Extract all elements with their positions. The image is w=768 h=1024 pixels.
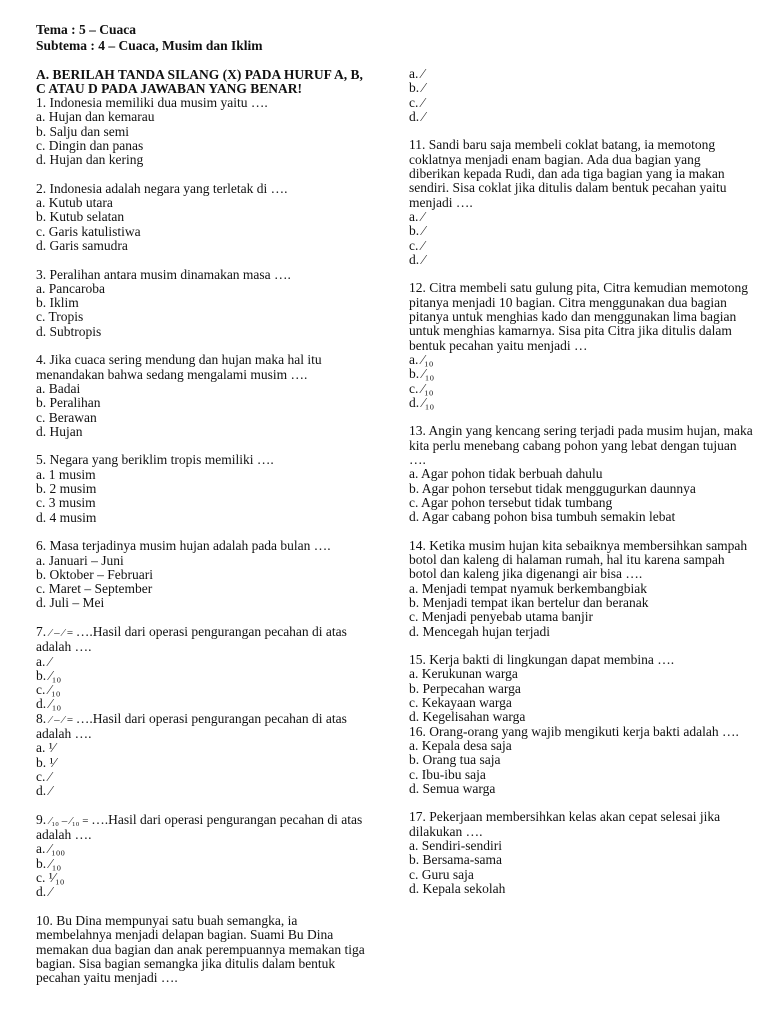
option-c[interactable]: c. Dingin dan panas bbox=[36, 137, 144, 153]
option-a[interactable]: a. Pancaroba bbox=[36, 280, 105, 296]
option-a[interactable]: a. 1 musim bbox=[36, 466, 96, 482]
option-a[interactable]: a. ⁄₁₀ bbox=[409, 351, 434, 367]
option-d[interactable]: d. Kegelisahan warga bbox=[409, 709, 526, 725]
option-c[interactable]: c. 3 musim bbox=[36, 495, 96, 511]
option-c[interactable]: c. Tropis bbox=[36, 309, 84, 325]
option-b[interactable]: b. 2 musim bbox=[36, 481, 97, 497]
option-b[interactable]: b. Peralihan bbox=[36, 395, 101, 411]
option-c[interactable]: c. Agar pohon tersebut tidak tumbang bbox=[409, 494, 613, 510]
question-stem: 6. Masa terjadinya musim hujan adalah pada bulan …. bbox=[36, 538, 331, 554]
option-a[interactable]: a. Januari – Juni bbox=[36, 552, 124, 568]
question-stem: 17. Pekerjaan membersihkan kelas akan cepat selesai jika dilakukan …. bbox=[409, 809, 721, 839]
option-b[interactable]: b. ⁄₁₀ bbox=[36, 667, 62, 683]
question-7 bbox=[36, 625, 371, 712]
option-c[interactable]: c. ⁄ bbox=[36, 768, 51, 784]
option-d[interactable]: d. Agar cabang pohon bisa tumbuh semakin lebat bbox=[409, 509, 676, 525]
tema-line: Tema : 5 – Cuaca bbox=[36, 22, 136, 37]
question-stem: 15. Kerja bakti di lingkungan dapat membina …. bbox=[409, 652, 675, 668]
option-a[interactable]: a. ⁄₁₀₀ bbox=[36, 841, 66, 857]
option-c[interactable]: c. ⁄ bbox=[409, 94, 424, 110]
fraction-expression: ⁄ – ⁄ = bbox=[49, 713, 76, 726]
option-b[interactable]: b. Perpecahan warga bbox=[409, 680, 521, 696]
option-c[interactable]: c. Garis katulistiwa bbox=[36, 223, 141, 239]
option-a[interactable]: a. Kepala desa saja bbox=[409, 737, 512, 753]
option-a[interactable]: a. Menjadi tempat nyamuk berkembangbiak bbox=[409, 580, 648, 596]
question-stem bbox=[36, 712, 371, 742]
option-a[interactable]: a. ⁄ bbox=[409, 66, 424, 81]
option-d[interactable]: d. ⁄ bbox=[36, 884, 52, 900]
option-d[interactable]: d. Mencegah hujan terjadi bbox=[409, 623, 550, 639]
question-stem bbox=[36, 813, 371, 843]
question-10-stem bbox=[36, 914, 371, 985]
question-stem: 1. Indonesia memiliki dua musim yaitu …. bbox=[36, 95, 268, 110]
question-15 bbox=[409, 653, 754, 724]
option-c[interactable]: c. Berawan bbox=[36, 409, 97, 425]
question-stem: 10. Bu Dina mempunyai satu buah semangka, ia membelahnya menjadi delapan bagian. Suami Bu Dina memakan dua bagian dan anak perempuannya memakan tiga bagian. Sisa bagian semangka jika ditulis dalam bentuk pecahan yaitu menjadi …. bbox=[36, 912, 365, 986]
option-b[interactable]: b. Agar pohon tersebut tidak menggugurkan daunnya bbox=[409, 480, 696, 496]
left-column bbox=[36, 68, 371, 985]
option-d[interactable]: d. 4 musim bbox=[36, 509, 97, 525]
option-b[interactable]: b. ⁄₁₀ bbox=[409, 366, 435, 382]
question-11 bbox=[409, 138, 754, 267]
question-stem: 3. Peralihan antara musim dinamakan masa …. bbox=[36, 266, 291, 282]
fraction-expression: ⁄ – ⁄ = bbox=[49, 626, 76, 639]
question-9 bbox=[36, 813, 371, 900]
option-d[interactable]: d. ⁄₁₀ bbox=[409, 394, 435, 410]
question-2 bbox=[36, 182, 371, 253]
question-stem: 12. Citra membeli satu gulung pita, Citra kemudian memotong pitanya menjadi 10 bagian. Citra menggunakan dua bagian pitanya untuk menghias kado dan menggunakan lima bagian untuk menghias kamarnya. Sisa pita Citra jika ditulis dalam bentuk pecahan yaitu menjadi … bbox=[409, 280, 748, 353]
question-stem bbox=[36, 625, 371, 655]
question-stem: 16. Orang-orang yang wajib mengikuti kerja bakti adalah …. bbox=[409, 723, 739, 739]
fraction-expression: ⁄₁₀ – ⁄₁₀ = bbox=[49, 814, 92, 827]
question-text: ….Hasil dari operasi pengurangan pecahan di atas adalah …. bbox=[36, 710, 347, 742]
question-13 bbox=[409, 424, 754, 524]
option-b[interactable]: b. Iklim bbox=[36, 295, 79, 311]
option-b[interactable]: b. Bersama-sama bbox=[409, 852, 502, 868]
option-a[interactable]: a. Agar pohon tidak berbuah dahulu bbox=[409, 466, 603, 482]
subtema-line: Subtema : 4 – Cuaca, Musim dan Iklim bbox=[36, 38, 263, 53]
option-c[interactable]: c. Kekayaan warga bbox=[409, 695, 512, 711]
question-text: ….Hasil dari operasi pengurangan pecahan di atas adalah …. bbox=[36, 623, 347, 655]
question-stem: 11. Sandi baru saja membeli coklat batang, ia memotong coklatnya menjadi enam bagian. Ada dua bagian yang diberikan kepada Rudi, dan ada tiga bagian yang ia makan sendiri. Sisa coklat jika ditulis dalam bentuk pecahan yaitu menjadi …. bbox=[409, 137, 727, 210]
option-c[interactable]: c. Maret – September bbox=[36, 581, 153, 597]
question-12 bbox=[409, 281, 754, 410]
option-d[interactable]: d. Subtropis bbox=[36, 323, 102, 339]
option-d[interactable]: d. ⁄₁₀ bbox=[36, 696, 62, 712]
option-a[interactable]: a. ¹⁄ bbox=[36, 740, 56, 756]
question-stem: 14. Ketika musim hujan kita sebaiknya membersihkan sampah botol dan kaleng di halaman rumah, hal itu karena sampah botol dan kaleng jika digenangi air bisa …. bbox=[409, 537, 748, 582]
option-b[interactable]: b. ¹⁄ bbox=[36, 754, 56, 770]
worksheet-header bbox=[36, 22, 263, 54]
option-b[interactable]: b. Oktober – Februari bbox=[36, 566, 153, 582]
option-b[interactable]: b. Kutub selatan bbox=[36, 209, 125, 225]
instruction-heading: A. BERILAH TANDA SILANG (X) PADA HURUF A, B, C ATAU D PADA JAWABAN YANG BENAR! bbox=[36, 67, 363, 96]
option-a[interactable]: a. Kutub utara bbox=[36, 195, 113, 211]
question-4 bbox=[36, 353, 371, 439]
option-d[interactable]: d. Garis samudra bbox=[36, 237, 128, 253]
option-c[interactable]: c. ¹⁄₁₀ bbox=[36, 870, 65, 886]
option-b[interactable]: b. Orang tua saja bbox=[409, 752, 501, 768]
question-17 bbox=[409, 810, 754, 896]
option-d[interactable]: d. ⁄ bbox=[409, 108, 425, 124]
question-10-options bbox=[409, 67, 754, 124]
question-14 bbox=[409, 539, 754, 639]
right-column bbox=[409, 67, 754, 911]
option-a[interactable]: a. Kerukunan warga bbox=[409, 666, 518, 682]
option-c[interactable]: c. ⁄₁₀ bbox=[36, 682, 61, 698]
question-number: 8. bbox=[36, 710, 50, 726]
question-stem: 2. Indonesia adalah negara yang terletak di …. bbox=[36, 180, 288, 196]
option-a[interactable]: a. Hujan dan kemarau bbox=[36, 109, 155, 125]
option-d[interactable]: d. Juli – Mei bbox=[36, 595, 105, 611]
option-d[interactable]: d. ⁄ bbox=[36, 783, 52, 799]
option-a[interactable]: a. Badai bbox=[36, 380, 81, 396]
option-a[interactable]: a. Sendiri-sendiri bbox=[409, 838, 502, 854]
question-6 bbox=[36, 539, 371, 610]
question-stem: 13. Angin yang kencang sering terjadi pada musim hujan, maka kita perlu menebang cabang pohon yang lebat dengan tujuan …. bbox=[409, 423, 753, 468]
option-d[interactable]: d. Hujan bbox=[36, 423, 83, 439]
question-1 bbox=[36, 96, 371, 167]
question-5 bbox=[36, 453, 371, 524]
option-c[interactable]: c. ⁄ bbox=[409, 237, 424, 253]
question-stem: 5. Negara yang beriklim tropis memiliki …. bbox=[36, 452, 274, 468]
option-b[interactable]: b. Menjadi tempat ikan bertelur dan beranak bbox=[409, 594, 649, 610]
option-b[interactable]: b. ⁄ bbox=[409, 80, 425, 96]
option-d[interactable]: d. Hujan dan kering bbox=[36, 152, 144, 168]
option-c[interactable]: c. ⁄₁₀ bbox=[409, 380, 434, 396]
question-number: 7. bbox=[36, 623, 50, 639]
option-c[interactable]: c. Menjadi penyebab utama banjir bbox=[409, 609, 594, 625]
question-number: 9. bbox=[36, 811, 50, 827]
option-d[interactable]: d. Semua warga bbox=[409, 780, 496, 796]
option-d[interactable]: d. ⁄ bbox=[409, 251, 425, 267]
question-3 bbox=[36, 268, 371, 339]
question-16 bbox=[409, 725, 754, 796]
question-8 bbox=[36, 712, 371, 799]
option-d[interactable]: d. Kepala sekolah bbox=[409, 880, 506, 896]
option-a[interactable]: a. ⁄ bbox=[409, 208, 424, 224]
option-b[interactable]: b. ⁄₁₀ bbox=[36, 855, 62, 871]
question-stem: 4. Jika cuaca sering mendung dan hujan maka hal itu menandakan bahwa sedang mengalami musim …. bbox=[36, 352, 322, 382]
option-a[interactable]: a. ⁄ bbox=[36, 653, 51, 669]
option-b[interactable]: b. Salju dan semi bbox=[36, 123, 129, 139]
option-c[interactable]: c. Ibu-ibu saja bbox=[409, 766, 486, 782]
option-b[interactable]: b. ⁄ bbox=[409, 223, 425, 239]
question-text: ….Hasil dari operasi pengurangan pecahan di atas adalah …. bbox=[36, 811, 363, 843]
option-c[interactable]: c. Guru saja bbox=[409, 866, 474, 882]
